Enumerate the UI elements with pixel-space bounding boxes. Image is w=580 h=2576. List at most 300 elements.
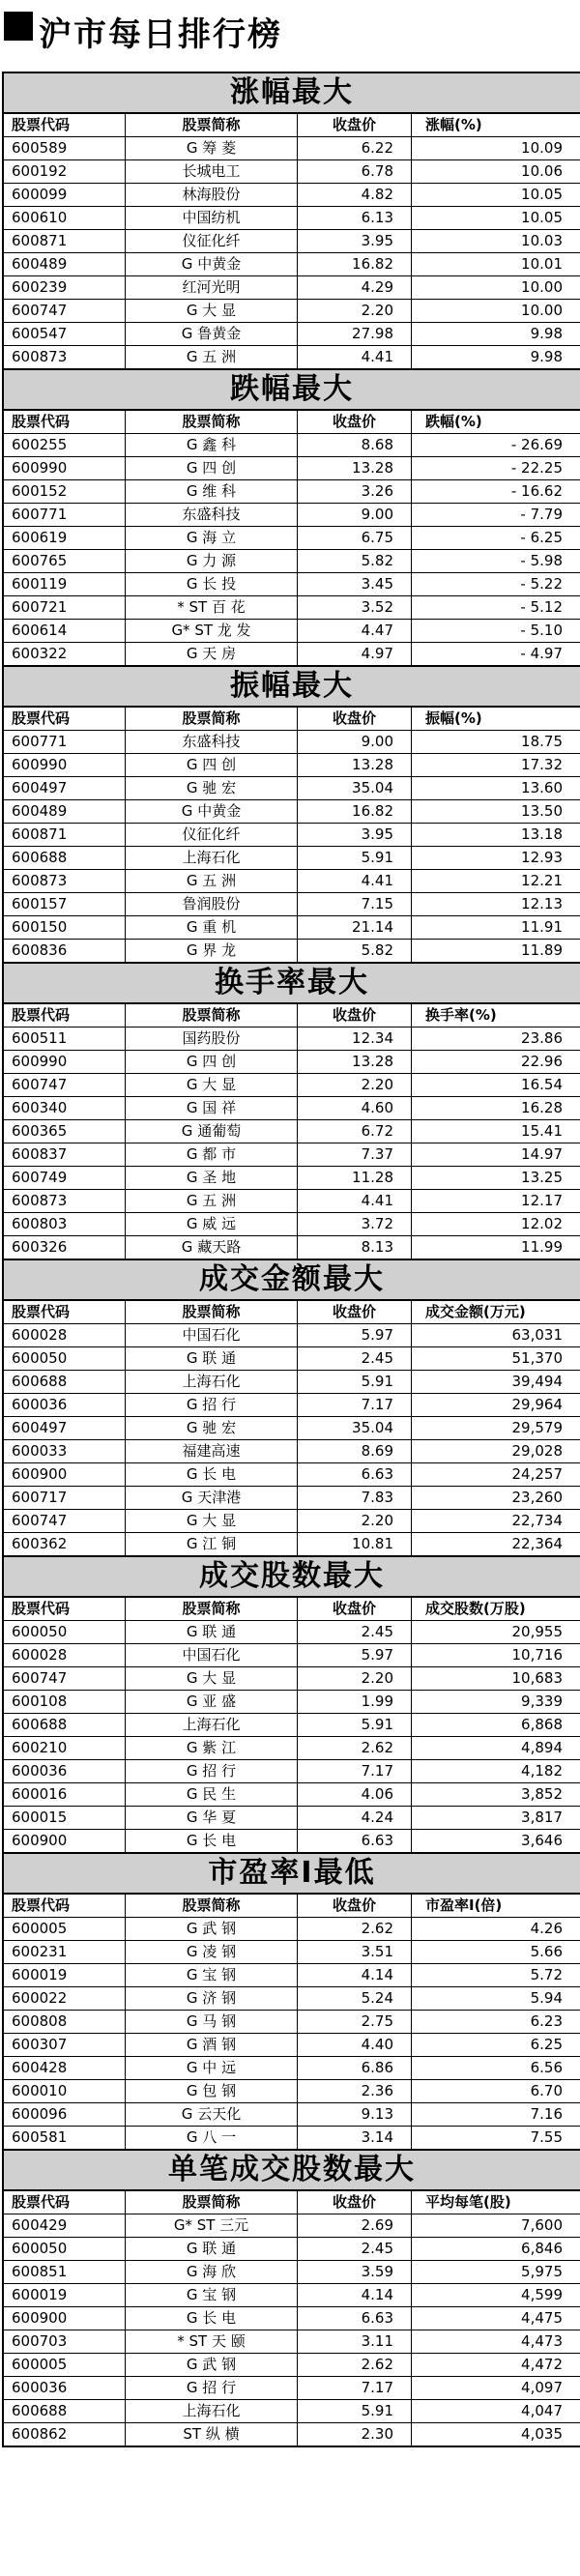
close-price: 2.62 xyxy=(298,1737,412,1759)
close-price: 13.28 xyxy=(298,754,412,776)
close-price: 2.36 xyxy=(298,2080,412,2102)
metric-value: 10.06 xyxy=(521,162,563,180)
close-price: 6.86 xyxy=(298,2057,412,2079)
stock-code: 600022 xyxy=(4,1987,126,2010)
metric-value: - 6.25 xyxy=(520,529,563,546)
close-price: 13.28 xyxy=(298,1051,412,1073)
close-price: 1.99 xyxy=(298,1691,412,1713)
close-price: 4.41 xyxy=(298,1190,412,1212)
column-header: 成交股数(万股) xyxy=(425,1600,526,1617)
metric-value: 22,364 xyxy=(511,1535,563,1552)
stock-name: G 大 显 xyxy=(126,1510,298,1532)
stock-code: 600036 xyxy=(4,1394,126,1416)
close-price: 5.91 xyxy=(298,847,412,869)
table-row xyxy=(4,824,580,847)
stock-name: G 五 洲 xyxy=(126,346,298,368)
metric-value: 6.70 xyxy=(530,2082,563,2099)
close-price: 9.00 xyxy=(298,504,412,526)
table-row xyxy=(4,2423,580,2446)
table-row xyxy=(4,1074,580,1097)
table-row xyxy=(4,620,580,643)
metric-value: 22,734 xyxy=(511,1512,563,1529)
stock-code: 600873 xyxy=(4,870,126,892)
column-header: 收盘价 xyxy=(298,411,412,433)
table-row xyxy=(4,1440,580,1463)
column-header: 股票代码 xyxy=(4,1004,126,1027)
section-title: 涨幅最大 xyxy=(4,73,580,114)
stock-name: G 武 钢 xyxy=(126,1918,298,1940)
column-header: 振幅(%) xyxy=(425,709,482,727)
close-price: 6.72 xyxy=(298,1120,412,1143)
column-header: 收盘价 xyxy=(298,1004,412,1027)
metric-value: 11.99 xyxy=(521,1238,563,1256)
stock-name: G 招 行 xyxy=(126,1394,298,1416)
stock-code: 600900 xyxy=(4,2307,126,2330)
stock-code: 600005 xyxy=(4,1918,126,1940)
stock-code: 600688 xyxy=(4,2400,126,2422)
metric-value: 3,646 xyxy=(521,1832,563,1849)
close-price: 3.45 xyxy=(298,573,412,595)
stock-name: * ST 百 花 xyxy=(126,596,298,619)
metric-value: 4,473 xyxy=(521,2332,563,2350)
metric-value: 10,683 xyxy=(511,1669,563,1687)
stock-code: 600497 xyxy=(4,777,126,799)
stock-code: 600900 xyxy=(4,1830,126,1852)
stock-code: 600749 xyxy=(4,1167,126,1189)
table-header-row xyxy=(4,1598,580,1621)
table-row xyxy=(4,916,580,940)
stock-name: G 维 科 xyxy=(126,480,298,503)
close-price: 9.13 xyxy=(298,2103,412,2126)
close-price: 16.82 xyxy=(298,253,412,275)
metric-value: 18.75 xyxy=(521,733,563,750)
table-row xyxy=(4,1830,580,1852)
close-price: 9.00 xyxy=(298,731,412,753)
stock-name: G 中黄金 xyxy=(126,253,298,275)
metric-value: 7.16 xyxy=(530,2105,563,2123)
section-title: 市盈率Ⅰ最低 xyxy=(4,1854,580,1895)
close-price: 5.97 xyxy=(298,1644,412,1666)
metric-value: 4,035 xyxy=(521,2425,563,2443)
close-price: 3.95 xyxy=(298,230,412,252)
metric-value: 20,955 xyxy=(511,1623,563,1640)
table-header-row xyxy=(4,114,580,137)
metric-value: 23.86 xyxy=(521,1029,563,1047)
column-header: 成交金额(万元) xyxy=(425,1303,526,1320)
column-header: 股票代码 xyxy=(4,2191,126,2214)
table-row xyxy=(4,1760,580,1783)
table-row xyxy=(4,870,580,893)
close-price: 13.28 xyxy=(298,457,412,479)
stock-name: G 华 夏 xyxy=(126,1807,298,1829)
stock-name: G 筹 菱 xyxy=(126,137,298,159)
table-header-row xyxy=(4,1301,580,1324)
close-price: 5.91 xyxy=(298,2400,412,2422)
black-square-icon xyxy=(4,12,33,41)
close-price: 4.47 xyxy=(298,620,412,642)
metric-value: 11.91 xyxy=(521,918,563,936)
stock-code: 600990 xyxy=(4,754,126,776)
stock-name: G 大 显 xyxy=(126,1667,298,1690)
stock-code: 600428 xyxy=(4,2057,126,2079)
table-row xyxy=(4,1941,580,1964)
stock-code: 600489 xyxy=(4,253,126,275)
stock-code: 600033 xyxy=(4,1440,126,1462)
stock-code: 600497 xyxy=(4,1417,126,1439)
stock-code: 600747 xyxy=(4,1074,126,1096)
column-header: 收盘价 xyxy=(298,2191,412,2214)
stock-name: G 力 源 xyxy=(126,550,298,572)
column-header: 股票代码 xyxy=(4,411,126,433)
close-price: 2.20 xyxy=(298,300,412,322)
table-row xyxy=(4,1737,580,1760)
metric-value: 4,047 xyxy=(521,2402,563,2419)
close-price: 4.06 xyxy=(298,1783,412,1806)
metric-value: 4.26 xyxy=(530,1920,563,1937)
close-price: 2.69 xyxy=(298,2214,412,2237)
metric-value: 10.05 xyxy=(521,186,563,203)
close-price: 4.82 xyxy=(298,184,412,206)
table-row xyxy=(4,2103,580,2127)
metric-value: 4,475 xyxy=(521,2309,563,2327)
metric-value: 15.41 xyxy=(521,1122,563,1140)
close-price: 2.45 xyxy=(298,1347,412,1370)
column-header: 股票简称 xyxy=(126,1895,298,1917)
close-price: 6.13 xyxy=(298,207,412,229)
table-row xyxy=(4,1347,580,1371)
stock-name: G 长 电 xyxy=(126,1830,298,1852)
table-row xyxy=(4,1621,580,1644)
table-row xyxy=(4,2214,580,2238)
stock-name: G 海 欣 xyxy=(126,2261,298,2283)
table-row xyxy=(4,2057,580,2080)
stock-name: G* ST 三元 xyxy=(126,2214,298,2237)
close-price: 6.63 xyxy=(298,1463,412,1486)
metric-value: 11.89 xyxy=(521,941,563,959)
column-header: 股票代码 xyxy=(4,114,126,136)
stock-name: 长城电工 xyxy=(126,160,298,183)
stock-name: G 五 洲 xyxy=(126,870,298,892)
metric-value: 10.00 xyxy=(521,278,563,296)
close-price: 2.62 xyxy=(298,2354,412,2376)
stock-name: G 联 通 xyxy=(126,2238,298,2260)
stock-name: G 天津港 xyxy=(126,1487,298,1509)
close-price: 6.63 xyxy=(298,2307,412,2330)
stock-name: G 都 市 xyxy=(126,1143,298,1166)
metric-value: 4,097 xyxy=(521,2379,563,2396)
table-row xyxy=(4,323,580,346)
stock-code: 600005 xyxy=(4,2354,126,2376)
stock-code: 600157 xyxy=(4,893,126,915)
table-row xyxy=(4,1167,580,1190)
stock-code: 600871 xyxy=(4,230,126,252)
column-header: 平均每笔(股) xyxy=(425,2193,511,2211)
close-price: 2.30 xyxy=(298,2423,412,2446)
stock-code: 600016 xyxy=(4,1783,126,1806)
close-price: 6.22 xyxy=(298,137,412,159)
table-row xyxy=(4,2330,580,2354)
ranking-table xyxy=(2,665,580,962)
column-header: 股票简称 xyxy=(126,1598,298,1620)
stock-code: 600873 xyxy=(4,1190,126,1212)
close-price: 8.68 xyxy=(298,434,412,456)
column-header: 股票简称 xyxy=(126,114,298,136)
metric-value: 6.56 xyxy=(530,2059,563,2076)
stock-code: 600255 xyxy=(4,434,126,456)
column-header: 股票简称 xyxy=(126,1301,298,1323)
stock-name: G 威 远 xyxy=(126,1213,298,1235)
column-header: 收盘价 xyxy=(298,1301,412,1323)
table-row xyxy=(4,1987,580,2011)
close-price: 16.82 xyxy=(298,800,412,823)
stock-code: 600703 xyxy=(4,2330,126,2353)
stock-code: 600050 xyxy=(4,1347,126,1370)
metric-value: 4,894 xyxy=(521,1739,563,1756)
close-price: 4.14 xyxy=(298,1964,412,1986)
metric-value: - 5.22 xyxy=(520,575,563,593)
table-row xyxy=(4,754,580,777)
table-row xyxy=(4,2011,580,2034)
table-row xyxy=(4,2377,580,2400)
metric-value: 10.05 xyxy=(521,209,563,226)
ranking-table xyxy=(2,1259,580,1555)
column-header: 收盘价 xyxy=(298,708,412,730)
table-header-row xyxy=(4,2191,580,2214)
column-header: 市盈率Ⅰ(倍) xyxy=(425,1896,503,1914)
stock-name: G 四 创 xyxy=(126,1051,298,1073)
column-header: 收盘价 xyxy=(298,114,412,136)
metric-value: 13.50 xyxy=(521,802,563,820)
close-price: 5.91 xyxy=(298,1714,412,1736)
stock-name: G 重 机 xyxy=(126,916,298,939)
stock-name: G 济 钢 xyxy=(126,1987,298,2010)
table-row xyxy=(4,847,580,870)
stock-code: 600688 xyxy=(4,1714,126,1736)
metric-value: 6.23 xyxy=(530,2012,563,2030)
table-row xyxy=(4,1533,580,1555)
stock-code: 600614 xyxy=(4,620,126,642)
metric-value: 5.94 xyxy=(530,1989,563,2007)
stock-name: G 四 创 xyxy=(126,457,298,479)
stock-name: G 亚 盛 xyxy=(126,1691,298,1713)
metric-value: - 22.25 xyxy=(510,459,563,477)
stock-code: 600036 xyxy=(4,1760,126,1782)
section-title: 单笔成交股数最大 xyxy=(4,2151,580,2191)
stock-name: G 招 行 xyxy=(126,2377,298,2399)
stock-name: ST 纵 横 xyxy=(126,2423,298,2446)
metric-value: 13.25 xyxy=(521,1169,563,1186)
close-price: 7.37 xyxy=(298,1143,412,1166)
table-row xyxy=(4,1120,580,1143)
ranking-table xyxy=(2,962,580,1259)
metric-value: 13.60 xyxy=(521,779,563,796)
stock-code: 600326 xyxy=(4,1236,126,1259)
metric-value: 39,494 xyxy=(511,1373,563,1390)
stock-name: 仪征化纤 xyxy=(126,230,298,252)
stock-code: 600771 xyxy=(4,731,126,753)
table-header-row xyxy=(4,1895,580,1918)
table-row xyxy=(4,346,580,368)
stock-code: 600028 xyxy=(4,1324,126,1346)
stock-name: G 圣 地 xyxy=(126,1167,298,1189)
stock-name: * ST 天 颐 xyxy=(126,2330,298,2353)
ranking-table xyxy=(2,72,580,368)
stock-code: 600851 xyxy=(4,2261,126,2283)
stock-name: G 鑫 科 xyxy=(126,434,298,456)
stock-code: 600050 xyxy=(4,2238,126,2260)
ranking-sections xyxy=(0,72,580,2447)
stock-name: G 武 钢 xyxy=(126,2354,298,2376)
stock-name: 福建高速 xyxy=(126,1440,298,1462)
stock-code: 600990 xyxy=(4,1051,126,1073)
stock-name: 上海石化 xyxy=(126,2400,298,2422)
table-row xyxy=(4,1417,580,1440)
stock-name: G 界 龙 xyxy=(126,940,298,962)
metric-value: 51,370 xyxy=(511,1349,563,1367)
table-row xyxy=(4,2238,580,2261)
stock-code: 600108 xyxy=(4,1691,126,1713)
stock-code: 600015 xyxy=(4,1807,126,1829)
stock-code: 600511 xyxy=(4,1028,126,1050)
table-row xyxy=(4,1051,580,1074)
stock-name: G 四 创 xyxy=(126,754,298,776)
stock-code: 600990 xyxy=(4,457,126,479)
stock-code: 600589 xyxy=(4,137,126,159)
metric-value: 6,846 xyxy=(521,2240,563,2257)
close-price: 4.60 xyxy=(298,1097,412,1119)
close-price: 5.97 xyxy=(298,1324,412,1346)
close-price: 3.59 xyxy=(298,2261,412,2283)
column-header: 股票代码 xyxy=(4,708,126,730)
metric-value: 16.28 xyxy=(521,1099,563,1116)
stock-code: 600099 xyxy=(4,184,126,206)
table-row xyxy=(4,777,580,800)
metric-value: 3,817 xyxy=(521,1809,563,1826)
table-row xyxy=(4,1487,580,1510)
table-row xyxy=(4,1190,580,1213)
stock-name: G 紫 江 xyxy=(126,1737,298,1759)
stock-name: G 酒 钢 xyxy=(126,2034,298,2056)
column-header: 收盘价 xyxy=(298,1895,412,1917)
metric-value: 29,579 xyxy=(511,1419,563,1436)
stock-name: 上海石化 xyxy=(126,847,298,869)
metric-value: 9,339 xyxy=(521,1693,563,1710)
metric-value: 4,472 xyxy=(521,2356,563,2373)
column-header: 股票简称 xyxy=(126,2191,298,2214)
stock-name: 中国纺机 xyxy=(126,207,298,229)
table-row xyxy=(4,1394,580,1417)
column-header: 股票代码 xyxy=(4,1895,126,1917)
table-row xyxy=(4,137,580,160)
stock-name: G 中 远 xyxy=(126,2057,298,2079)
ranking-table xyxy=(2,1852,580,2149)
close-price: 4.41 xyxy=(298,870,412,892)
close-price: 7.17 xyxy=(298,2377,412,2399)
metric-value: 12.17 xyxy=(521,1192,563,1209)
metric-value: 13.18 xyxy=(521,825,563,843)
metric-value: - 5.98 xyxy=(520,552,563,569)
close-price: 4.40 xyxy=(298,2034,412,2056)
table-row xyxy=(4,1667,580,1691)
table-row xyxy=(4,1097,580,1120)
table-header-row xyxy=(4,708,580,731)
stock-name: G 鲁黄金 xyxy=(126,323,298,345)
stock-name: G 海 立 xyxy=(126,527,298,549)
metric-value: 7.55 xyxy=(530,2128,563,2146)
table-row xyxy=(4,300,580,323)
close-price: 4.24 xyxy=(298,1807,412,1829)
stock-code: 600717 xyxy=(4,1487,126,1509)
table-row xyxy=(4,2400,580,2423)
stock-name: G 中黄金 xyxy=(126,800,298,823)
metric-value: - 5.10 xyxy=(520,622,563,639)
stock-code: 600307 xyxy=(4,2034,126,2056)
metric-value: 12.02 xyxy=(521,1215,563,1232)
column-header: 收盘价 xyxy=(298,1598,412,1620)
stock-code: 600619 xyxy=(4,527,126,549)
table-row xyxy=(4,207,580,230)
stock-name: 红河光明 xyxy=(126,276,298,299)
stock-name: G 云天化 xyxy=(126,2103,298,2126)
stock-name: G 包 钢 xyxy=(126,2080,298,2102)
table-row xyxy=(4,573,580,596)
ranking-table xyxy=(2,368,580,665)
metric-value: 6,868 xyxy=(521,1716,563,1733)
table-row xyxy=(4,1783,580,1807)
table-row xyxy=(4,1463,580,1487)
metric-value: 14.97 xyxy=(521,1145,563,1163)
table-row xyxy=(4,2261,580,2284)
table-row xyxy=(4,1644,580,1667)
close-price: 8.69 xyxy=(298,1440,412,1462)
close-price: 5.82 xyxy=(298,550,412,572)
stock-code: 600547 xyxy=(4,323,126,345)
table-row xyxy=(4,1324,580,1347)
stock-name: 国药股份 xyxy=(126,1028,298,1050)
column-header: 换手率(%) xyxy=(425,1006,497,1024)
table-row xyxy=(4,893,580,916)
close-price: 5.24 xyxy=(298,1987,412,2010)
table-row xyxy=(4,1964,580,1987)
column-header: 股票代码 xyxy=(4,1301,126,1323)
stock-code: 600096 xyxy=(4,2103,126,2126)
close-price: 3.11 xyxy=(298,2330,412,2353)
stock-name: G 大 显 xyxy=(126,300,298,322)
close-price: 5.91 xyxy=(298,1371,412,1393)
section-title: 成交股数最大 xyxy=(4,1557,580,1598)
metric-value: 3,852 xyxy=(521,1785,563,1803)
metric-value: 5.72 xyxy=(530,1966,563,1983)
table-row xyxy=(4,1236,580,1259)
table-header-row xyxy=(4,411,580,434)
stock-code: 600721 xyxy=(4,596,126,619)
stock-code: 600489 xyxy=(4,800,126,823)
close-price: 2.62 xyxy=(298,1918,412,1940)
table-row xyxy=(4,2284,580,2307)
stock-name: G 江 铜 xyxy=(126,1533,298,1555)
metric-value: 10.01 xyxy=(521,255,563,273)
page-title-text: 沪市每日排行榜 xyxy=(39,15,282,54)
stock-code: 600010 xyxy=(4,2080,126,2102)
table-row xyxy=(4,1714,580,1737)
stock-name: 东盛科技 xyxy=(126,504,298,526)
close-price: 3.26 xyxy=(298,480,412,503)
stock-name: 仪征化纤 xyxy=(126,824,298,846)
metric-value: 12.21 xyxy=(521,872,563,889)
ranking-table xyxy=(2,2149,580,2447)
stock-name: G 藏天路 xyxy=(126,1236,298,1259)
close-price: 6.78 xyxy=(298,160,412,183)
